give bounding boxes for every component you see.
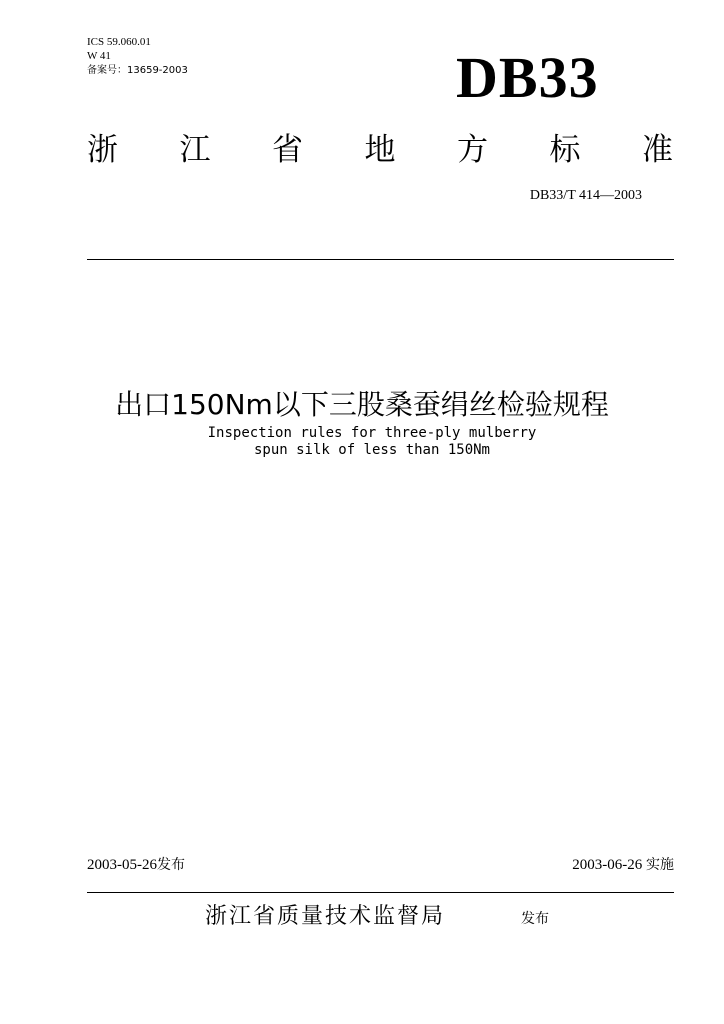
- bottom-divider: [87, 892, 674, 893]
- ics-code: ICS 59.060.01: [87, 36, 151, 48]
- ccs-code: W 41: [87, 50, 111, 62]
- document-title-chinese: 出口150Nm以下三股桑蚕绢丝检验规程: [115, 388, 609, 421]
- standard-type-char: 浙: [87, 132, 118, 168]
- standard-type-char: 方: [457, 132, 488, 168]
- document-title-english-line-1: Inspection rules for three-ply mulberry: [207, 425, 537, 441]
- effective-date-value: 2003-06-26: [572, 857, 643, 873]
- issuing-authority-suffix: 发布: [521, 911, 549, 927]
- issuing-authority: 浙江省质量技术监督局: [205, 904, 446, 929]
- standard-type-char: 准: [642, 132, 673, 168]
- standard-type-char: 地: [364, 132, 396, 168]
- standard-type-char: 江: [179, 132, 211, 168]
- standard-type-heading: [87, 130, 673, 170]
- issue-date-value: 2003-05-26: [87, 857, 157, 873]
- top-divider: [87, 259, 674, 260]
- standard-type-char: 省: [272, 132, 303, 168]
- standard-number: DB33/T 414—2003: [529, 188, 642, 203]
- document-title-english-line-2: spun silk of less than 150Nm: [253, 442, 490, 458]
- issue-date-label: 发布: [157, 857, 185, 873]
- standard-type-char: 标: [549, 132, 581, 168]
- db33-logo: DB33: [456, 45, 599, 110]
- effective-date: [572, 854, 674, 874]
- effective-date-label: 实施: [646, 857, 674, 873]
- issue-date: [87, 854, 185, 874]
- filing-number: 备案号：13659-2003: [87, 65, 188, 76]
